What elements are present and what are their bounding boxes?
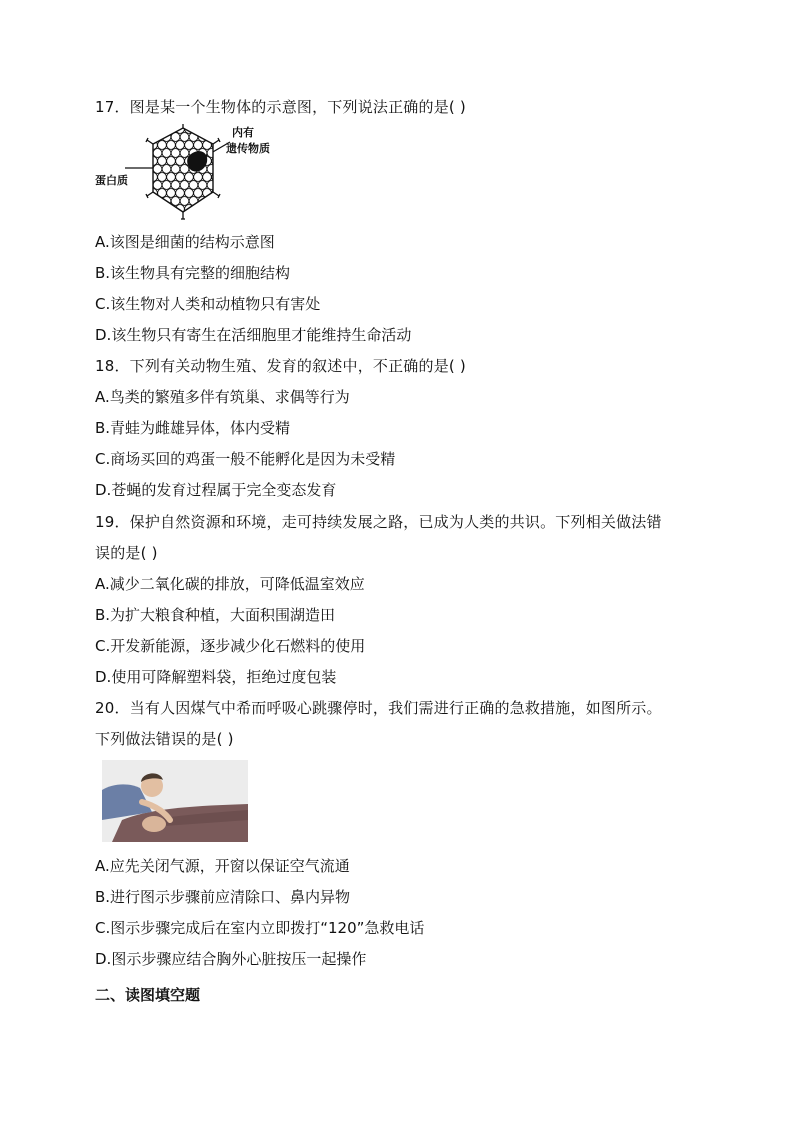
q20-stem-line1: 20．当有人因煤气中希而呼吸心跳骤停时，我们需进行正确的急救措施，如图所示。 bbox=[95, 699, 662, 717]
cpr-illustration bbox=[102, 760, 248, 842]
q18-option-a: A.鸟类的繁殖多伴有筑巢、求偶等行为 bbox=[95, 388, 350, 406]
label-inner: 内有 bbox=[232, 126, 254, 139]
q19-option-d: D.使用可降解塑料袋，拒绝过度包装 bbox=[95, 668, 337, 686]
q20-option-c: C.图示步骤完成后在室内立即拨打“120”急救电话 bbox=[95, 919, 425, 937]
q17-option-d: D.该生物只有寄生在活细胞里才能维持生命活动 bbox=[95, 326, 412, 344]
q19-option-c: C.开发新能源，逐步减少化石燃料的使用 bbox=[95, 637, 366, 655]
virus-illustration bbox=[95, 124, 295, 220]
q20-option-b: B.进行图示步骤前应清除口、鼻内异物 bbox=[95, 888, 351, 906]
q19-option-b: B.为扩大粮食种植，大面积围湖造田 bbox=[95, 606, 336, 624]
section-title: 二、读图填空题 bbox=[95, 986, 201, 1004]
cpr-photo bbox=[102, 760, 248, 842]
q19-option-a: A.减少二氧化碳的排放，可降低温室效应 bbox=[95, 575, 365, 593]
q18-option-c: C.商场买回的鸡蛋一般不能孵化是因为未受精 bbox=[95, 450, 396, 468]
q17-option-a: A.该图是细菌的结构示意图 bbox=[95, 233, 275, 251]
q19-stem-line2: 误的是( ) bbox=[95, 544, 158, 562]
q20-stem-line2: 下列做法错误的是( ) bbox=[95, 730, 234, 748]
q20-option-d: D.图示步骤应结合胸外心脏按压一起操作 bbox=[95, 950, 367, 968]
label-genetic-material: 遗传物质 bbox=[226, 142, 270, 155]
q17-option-c: C.该生物对人类和动植物只有害处 bbox=[95, 295, 321, 313]
q20-option-a: A.应先关闭气源，开窗以保证空气流通 bbox=[95, 857, 350, 875]
q18-stem: 18．下列有关动物生殖、发育的叙述中，不正确的是( ) bbox=[95, 357, 466, 375]
virus-diagram bbox=[95, 124, 295, 220]
q17-option-b: B.该生物具有完整的细胞结构 bbox=[95, 264, 291, 282]
q17-stem: 17．图是某一个生物体的示意图，下列说法正确的是( ) bbox=[95, 98, 466, 116]
q18-option-b: B.青蛙为雌雄异体，体内受精 bbox=[95, 419, 291, 437]
q19-stem-line1: 19．保护自然资源和环境，走可持续发展之路，已成为人类的共识。下列相关做法错 bbox=[95, 513, 662, 531]
label-protein: 蛋白质 bbox=[95, 174, 128, 187]
q18-option-d: D.苍蝇的发育过程属于完全变态发育 bbox=[95, 481, 337, 499]
